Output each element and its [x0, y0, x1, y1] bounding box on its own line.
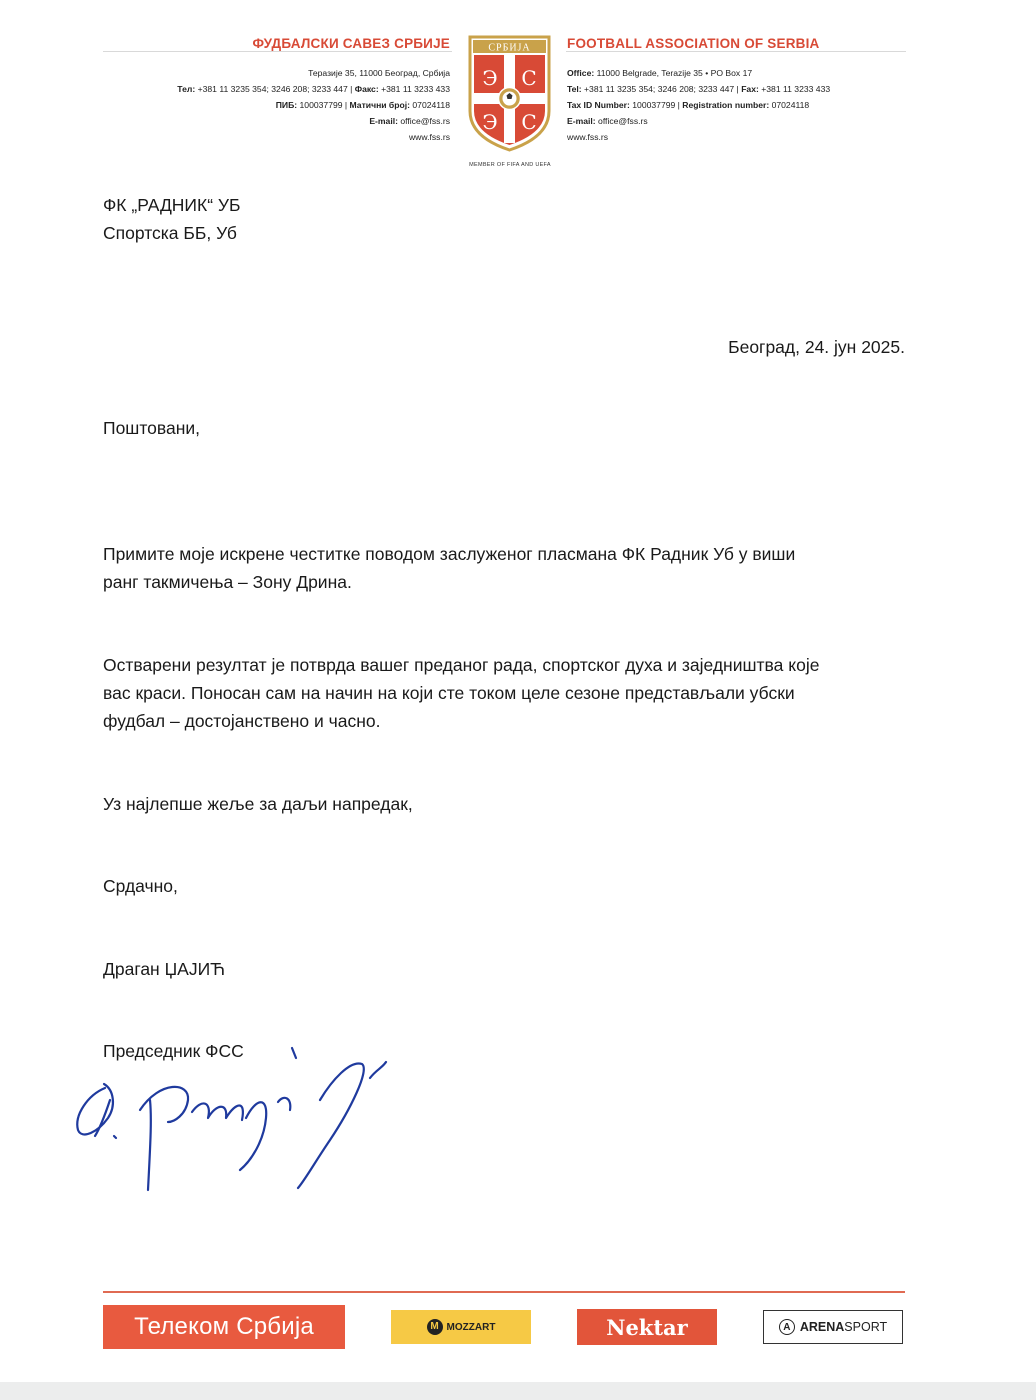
phone-fax-english: Tel: +381 11 3235 354; 3246 208; 3233 447 | Fax: +381 11 3233 433 [567, 84, 831, 94]
fax-label-en: Fax: [741, 84, 759, 94]
reg-value: 07024118 [412, 100, 450, 110]
tax-value: 100037799 [632, 100, 676, 110]
paragraph-1-line-2: ранг такмичења – Зону Дрина. [103, 572, 352, 592]
sponsor-mozzart-logo [391, 1310, 531, 1344]
signer-name: Драган ЏАЈИЋ [103, 959, 226, 979]
email-value: office@fss.rs [400, 116, 450, 126]
fss-crest-logo [466, 33, 553, 153]
pib-value: 100037799 [299, 100, 343, 110]
sponsor-telekom-logo [103, 1305, 345, 1349]
svg-text:Э: Э [482, 110, 498, 134]
org-name-cyrillic: ФУДБАЛСКИ САВЕЗ СРБИЈЕ [252, 36, 450, 51]
closing: Срдачно, [103, 876, 178, 896]
wishes: Уз најлепше жеље за даљи напредак, [103, 794, 413, 814]
office-english [567, 65, 912, 81]
phone-label-en: Tel: [567, 84, 582, 94]
web-english: www.fss.rs [567, 132, 609, 142]
email-label-en: E-mail: [567, 116, 596, 126]
email-label: E-mail: [369, 116, 398, 126]
phone-label: Тел: [177, 84, 196, 94]
reg-value-en: 07024118 [771, 100, 810, 110]
recipient-address: Спортска ББ, Уб [103, 223, 237, 243]
office-label: Office: [567, 68, 595, 78]
mozzart-icon: M [427, 1319, 443, 1335]
handwritten-signature [70, 1040, 400, 1200]
web-cyrillic: www.fss.rs [408, 132, 450, 142]
bottom-strip [0, 1382, 1036, 1400]
phone-fax-cyrillic: Тел: +381 11 3235 354; 3246 208; 3233 447 | Факс: +381 11 3233 433 [177, 84, 450, 94]
sponsor-nektar-logo [577, 1309, 717, 1345]
header-left-block [100, 36, 450, 145]
footer-rule [103, 1291, 905, 1293]
reg-label-en: Registration number: [682, 100, 770, 110]
arena-text-light: SPORT [844, 1320, 888, 1334]
fax-value-en: +381 11 3233 433 [761, 84, 831, 94]
fax-value: +381 11 3233 433 [381, 84, 450, 94]
tax-label: Tax ID Number: [567, 100, 630, 110]
email-english [567, 113, 912, 129]
mozzart-text: MOZZART [446, 1321, 496, 1333]
email-value-en: office@fss.rs [598, 116, 648, 126]
nektar-text: Nektar [606, 1314, 688, 1340]
paragraph-2-line-3: фудбал – достојанствено и часно. [103, 711, 381, 731]
header-right-block [567, 36, 912, 145]
salutation: Поштовани, [103, 418, 201, 438]
svg-text:Э: Э [482, 66, 498, 90]
telekom-text: Телеком Србија [134, 1313, 314, 1340]
address-cyrillic: Теразије 35, 11000 Београд, Србија [308, 68, 450, 78]
recipient-name: ФК „РАДНИК“ УБ [103, 195, 241, 215]
phone-value: +381 11 3235 354; 3246 208; 3233 447 [197, 84, 348, 94]
arena-text-bold: ARENA [799, 1320, 845, 1334]
paragraph-2-line-1: Остварени резултат је потврда вашег преданог рада, спортског духа и заједништва које [103, 655, 820, 675]
org-name-english: FOOTBALL ASSOCIATION OF SERBIA [567, 36, 820, 51]
paragraph-2-line-2: вас краси. Поносан сам на начин на који сте током целе сезоне представљали убски [103, 683, 795, 703]
paragraph-1-line-1: Примите моје искрене честитке поводом заслуженог пласмана ФК Радник Уб у виши [103, 544, 796, 564]
svg-text:С: С [521, 66, 537, 90]
office-value: 11000 Belgrade, Terazije 35 • PO Box 17 [596, 68, 753, 78]
fax-label: Факс: [354, 84, 379, 94]
member-fifa-uefa: MEMBER OF FIFA AND UEFA [469, 162, 551, 168]
reg-label: Матични број: [349, 100, 410, 110]
pib-reg-cyrillic: ПИБ: 100037799 | Матични број: 07024118 [275, 100, 450, 110]
phone-value-en: +381 11 3235 354; 3246 208; 3233 447 [584, 84, 735, 94]
pib-label: ПИБ: [275, 100, 298, 110]
crest-text: СРБИЈА [488, 42, 531, 54]
sponsor-arenasport-logo [763, 1310, 903, 1344]
signer-title: Председник ФСС [103, 1041, 244, 1061]
letter-date: Београд, 24. јун 2025. [728, 337, 905, 357]
svg-text:С: С [521, 110, 537, 134]
email-cyrillic [100, 113, 450, 129]
tax-reg-english: Tax ID Number: 100037799 | Registration number: 07024118 [567, 100, 810, 110]
arena-icon: A [779, 1319, 795, 1335]
